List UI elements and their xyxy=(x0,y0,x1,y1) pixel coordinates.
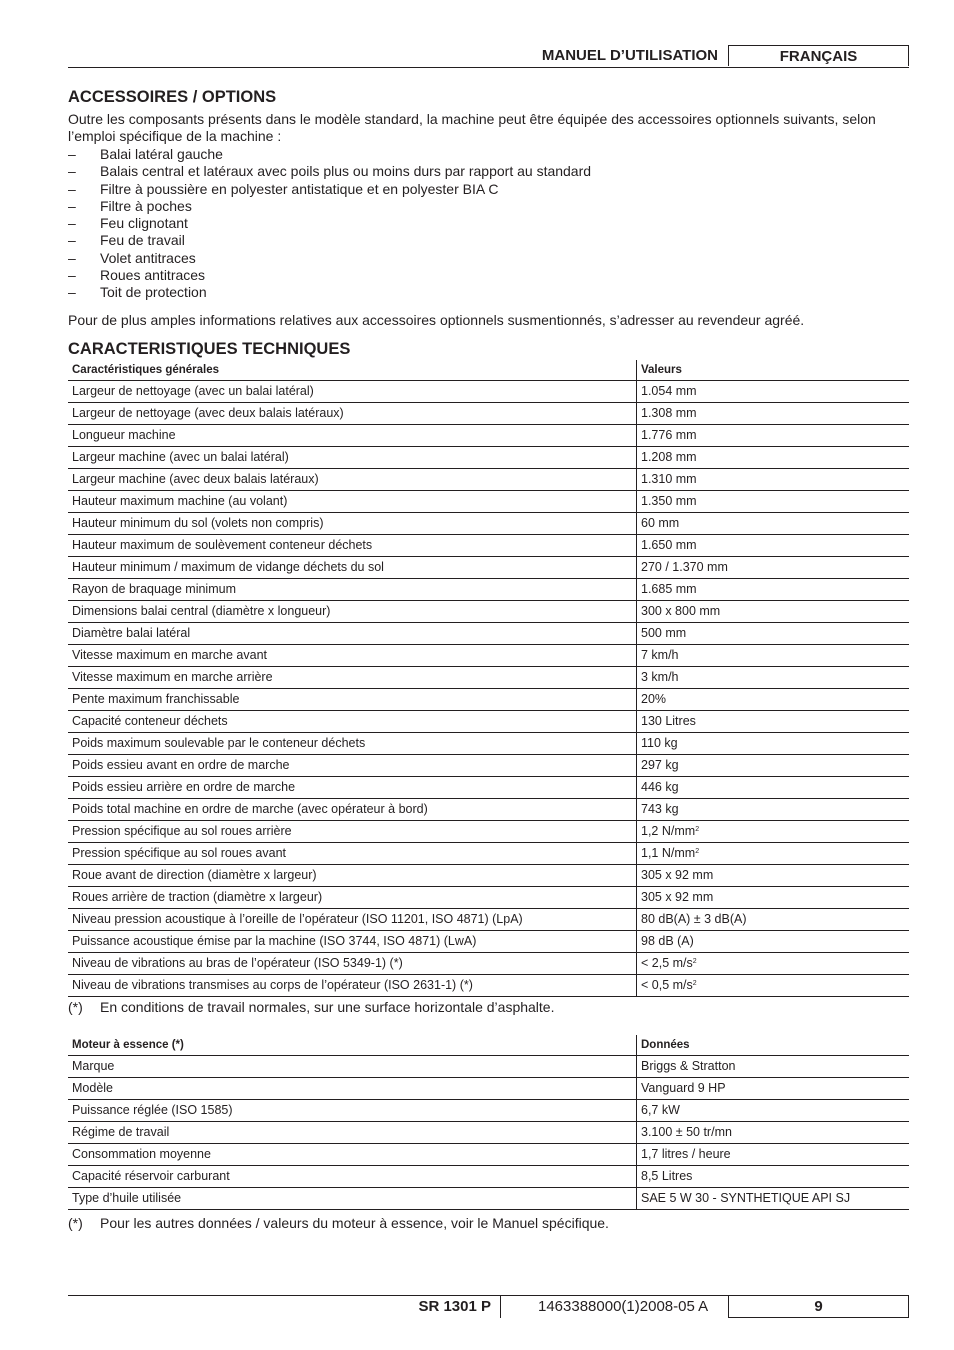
spec-value xyxy=(637,535,910,557)
spec-label: Largeur de nettoyage (avec un balai latéral) xyxy=(68,381,637,403)
spec-value xyxy=(637,403,910,425)
unit-exponent: 2 xyxy=(692,980,697,987)
spec-value-text: 98 dB (A) xyxy=(641,934,694,948)
spec-value-text: 1.310 mm xyxy=(641,472,697,486)
spec-label: Puissance réglée (ISO 1585) xyxy=(68,1100,637,1122)
page-number: 9 xyxy=(728,1296,909,1318)
table-row xyxy=(68,953,909,975)
general-footnote xyxy=(68,999,554,1015)
spec-value xyxy=(637,601,910,623)
spec-value-text: 1,2 N/mm xyxy=(641,824,696,838)
list-item: – Toit de protection xyxy=(68,284,591,301)
column-header: Valeurs xyxy=(637,360,910,381)
spec-value xyxy=(637,755,910,777)
spec-value-text: 300 x 800 mm xyxy=(641,604,721,618)
spec-value-text: 60 mm xyxy=(641,516,680,530)
spec-label: Poids maximum soulevable par le conteneur déchets xyxy=(68,733,637,755)
footnote-mark: (*) xyxy=(68,1215,83,1231)
spec-value xyxy=(637,1166,910,1188)
accessories-outro: Pour de plus amples informations relatives aux accessoires optionnels susmentionnés, s’adresser au revendeur agréé. xyxy=(68,312,805,328)
spec-label: Pente maximum franchissable xyxy=(68,689,637,711)
spec-label: Largeur machine (avec deux balais latéraux) xyxy=(68,469,637,491)
column-header: Moteur à essence (*) xyxy=(68,1035,637,1056)
spec-label: Longueur machine xyxy=(68,425,637,447)
spec-label: Niveau de vibrations transmises au corps de l’opérateur (ISO 2631-1) (*) xyxy=(68,975,637,997)
spec-value xyxy=(637,1100,910,1122)
spec-value xyxy=(637,733,910,755)
spec-label: Niveau de vibrations au bras de l’opérateur (ISO 5349-1) (*) xyxy=(68,953,637,975)
spec-value-text: 1,1 N/mm xyxy=(641,846,696,860)
spec-label: Vitesse maximum en marche arrière xyxy=(68,667,637,689)
spec-value xyxy=(637,425,910,447)
page-header xyxy=(68,45,909,68)
spec-label: Diamètre balai latéral xyxy=(68,623,637,645)
table-row xyxy=(68,799,909,821)
spec-label: Poids essieu avant en ordre de marche xyxy=(68,755,637,777)
table-header-row xyxy=(68,1035,909,1056)
document-code: 1463388000(1)2008-05 A xyxy=(538,1298,709,1315)
spec-value-text: 3 km/h xyxy=(641,670,679,684)
table-row xyxy=(68,733,909,755)
language-label: FRANÇAIS xyxy=(728,45,909,66)
table-row xyxy=(68,381,909,403)
table-header-row xyxy=(68,360,909,381)
spec-value-text: 1.350 mm xyxy=(641,494,697,508)
list-item: – Balai latéral gauche xyxy=(68,146,591,163)
spec-value-text: < 0,5 m/s xyxy=(641,978,693,992)
spec-label: Hauteur maximum machine (au volant) xyxy=(68,491,637,513)
general-specs-table xyxy=(68,360,909,997)
spec-value-text: Vanguard 9 HP xyxy=(641,1081,726,1095)
spec-label: Capacité réservoir carburant xyxy=(68,1166,637,1188)
spec-value xyxy=(637,1056,910,1078)
table-row xyxy=(68,425,909,447)
model-name: SR 1301 P xyxy=(418,1298,491,1315)
table-row xyxy=(68,1056,909,1078)
spec-value xyxy=(637,909,910,931)
spec-value-text: 500 mm xyxy=(641,626,687,640)
table-row xyxy=(68,447,909,469)
spec-value-text: 446 kg xyxy=(641,780,679,794)
spec-label: Marque xyxy=(68,1056,637,1078)
spec-value-text: SAE 5 W 30 - SYNTHETIQUE API SJ xyxy=(641,1191,851,1205)
table-row xyxy=(68,623,909,645)
accessories-title: ACCESSOIRES / OPTIONS xyxy=(68,88,277,106)
spec-value xyxy=(637,1188,910,1210)
spec-value-text: 743 kg xyxy=(641,802,679,816)
table-row xyxy=(68,777,909,799)
spec-label: Régime de travail xyxy=(68,1122,637,1144)
spec-label: Largeur de nettoyage (avec deux balais latéraux) xyxy=(68,403,637,425)
table-row xyxy=(68,1166,909,1188)
list-item: – Volet antitraces xyxy=(68,250,591,267)
list-item: – Roues antitraces xyxy=(68,267,591,284)
manual-title: MANUEL D’UTILISATION xyxy=(541,47,718,64)
spec-value xyxy=(637,799,910,821)
spec-value xyxy=(637,623,910,645)
spec-value-text: 270 / 1.370 mm xyxy=(641,560,728,574)
spec-value xyxy=(637,711,910,733)
spec-value-text: 3.100 ± 50 tr/mn xyxy=(641,1125,732,1139)
list-item: – Feu de travail xyxy=(68,232,591,249)
spec-value xyxy=(637,689,910,711)
spec-label: Dimensions balai central (diamètre x longueur) xyxy=(68,601,637,623)
spec-label: Pression spécifique au sol roues arrière xyxy=(68,821,637,843)
list-item: – Filtre à poches xyxy=(68,198,591,215)
spec-value xyxy=(637,777,910,799)
spec-label: Niveau pression acoustique à l’oreille de l’opérateur (ISO 11201, ISO 4871) (LpA) xyxy=(68,909,637,931)
accessories-list xyxy=(68,146,591,302)
spec-value-text: 8,5 Litres xyxy=(641,1169,693,1183)
table-row xyxy=(68,1122,909,1144)
spec-value-text: 305 x 92 mm xyxy=(641,890,714,904)
spec-value xyxy=(637,645,910,667)
spec-value-text: 130 Litres xyxy=(641,714,696,728)
table-row xyxy=(68,689,909,711)
spec-value xyxy=(637,469,910,491)
table-row xyxy=(68,491,909,513)
table-row xyxy=(68,535,909,557)
footnote-text: Pour les autres données / valeurs du moteur à essence, voir le Manuel spécifique. xyxy=(100,1215,609,1231)
table-row xyxy=(68,513,909,535)
spec-value-text: 1.650 mm xyxy=(641,538,697,552)
spec-label: Rayon de braquage minimum xyxy=(68,579,637,601)
spec-label: Poids essieu arrière en ordre de marche xyxy=(68,777,637,799)
table-row xyxy=(68,1078,909,1100)
spec-value-text: 6,7 kW xyxy=(641,1103,680,1117)
table-row xyxy=(68,1188,909,1210)
spec-value xyxy=(637,865,910,887)
table-row xyxy=(68,1144,909,1166)
spec-value xyxy=(637,1144,910,1166)
spec-label: Puissance acoustique émise par la machine (ISO 3744, ISO 4871) (LwA) xyxy=(68,931,637,953)
spec-value xyxy=(637,821,910,843)
unit-exponent: 2 xyxy=(695,848,700,855)
engine-specs-table xyxy=(68,1035,909,1210)
spec-value-text: 1.776 mm xyxy=(641,428,697,442)
spec-value-text: 7 km/h xyxy=(641,648,679,662)
spec-value-text: 20% xyxy=(641,692,667,706)
footnote-mark: (*) xyxy=(68,999,83,1015)
accessories-intro: Outre les composants présents dans le modèle standard, la machine peut être équipée des accessoires optionnels suivants, selon l’emploi spécifique de la machine : xyxy=(68,111,876,145)
spec-label: Largeur machine (avec un balai latéral) xyxy=(68,447,637,469)
spec-value-text: 1.685 mm xyxy=(641,582,697,596)
spec-value-text: 110 kg xyxy=(641,736,678,750)
table-row xyxy=(68,403,909,425)
spec-label: Pression spécifique au sol roues avant xyxy=(68,843,637,865)
spec-value-text: 1.208 mm xyxy=(641,450,697,464)
spec-label: Hauteur minimum / maximum de vidange déchets du sol xyxy=(68,557,637,579)
list-item: – Balais central et latéraux avec poils plus ou moins durs par rapport au standard xyxy=(68,163,591,180)
spec-value xyxy=(637,843,910,865)
column-header: Données xyxy=(637,1035,910,1056)
spec-value-text: 1.308 mm xyxy=(641,406,697,420)
spec-value xyxy=(637,1122,910,1144)
spec-value xyxy=(637,667,910,689)
spec-value-text: 297 kg xyxy=(641,758,679,772)
footnote-text: En conditions de travail normales, sur une surface horizontale d’asphalte. xyxy=(100,999,555,1015)
spec-label: Hauteur minimum du sol (volets non compris) xyxy=(68,513,637,535)
table-row xyxy=(68,843,909,865)
spec-value xyxy=(637,975,910,997)
spec-value xyxy=(637,557,910,579)
spec-label: Modèle xyxy=(68,1078,637,1100)
spec-value xyxy=(637,491,910,513)
table-row xyxy=(68,865,909,887)
spec-label: Poids total machine en ordre de marche (avec opérateur à bord) xyxy=(68,799,637,821)
spec-label: Vitesse maximum en marche avant xyxy=(68,645,637,667)
spec-label: Roue avant de direction (diamètre x largeur) xyxy=(68,865,637,887)
table-row xyxy=(68,579,909,601)
table-row xyxy=(68,975,909,997)
table-row xyxy=(68,667,909,689)
table-row xyxy=(68,909,909,931)
spec-label: Capacité conteneur déchets xyxy=(68,711,637,733)
unit-exponent: 2 xyxy=(695,826,700,833)
spec-value-text: 1.054 mm xyxy=(641,384,697,398)
spec-label: Roues arrière de traction (diamètre x largeur) xyxy=(68,887,637,909)
specs-title: CARACTERISTIQUES TECHNIQUES xyxy=(68,340,351,358)
spec-value xyxy=(637,887,910,909)
spec-value-text: 305 x 92 mm xyxy=(641,868,714,882)
table-row xyxy=(68,645,909,667)
engine-footnote xyxy=(68,1215,609,1231)
table-row xyxy=(68,601,909,623)
table-row xyxy=(68,469,909,491)
spec-value xyxy=(637,931,910,953)
unit-exponent: 2 xyxy=(692,958,697,965)
column-header: Caractéristiques générales xyxy=(68,360,637,381)
table-row xyxy=(68,1100,909,1122)
spec-value xyxy=(637,447,910,469)
spec-value xyxy=(637,953,910,975)
spec-label: Type d’huile utilisée xyxy=(68,1188,637,1210)
page-footer xyxy=(68,1295,909,1318)
spec-value xyxy=(637,579,910,601)
spec-value-text: 1,7 litres / heure xyxy=(641,1147,731,1161)
spec-label: Consommation moyenne xyxy=(68,1144,637,1166)
list-item: – Filtre à poussière en polyester antistatique et en polyester BIA C xyxy=(68,181,591,198)
list-item: – Feu clignotant xyxy=(68,215,591,232)
table-row xyxy=(68,821,909,843)
spec-value xyxy=(637,513,910,535)
table-row xyxy=(68,931,909,953)
spec-value xyxy=(637,381,910,403)
spec-value-text: < 2,5 m/s xyxy=(641,956,693,970)
spec-value-text: 80 dB(A) ± 3 dB(A) xyxy=(641,912,747,926)
table-row xyxy=(68,887,909,909)
spec-value xyxy=(637,1078,910,1100)
spec-label: Hauteur maximum de soulèvement conteneur déchets xyxy=(68,535,637,557)
table-row xyxy=(68,711,909,733)
spec-value-text: Briggs & Stratton xyxy=(641,1059,736,1073)
table-row xyxy=(68,755,909,777)
footer-divider xyxy=(500,1296,501,1318)
table-row xyxy=(68,557,909,579)
